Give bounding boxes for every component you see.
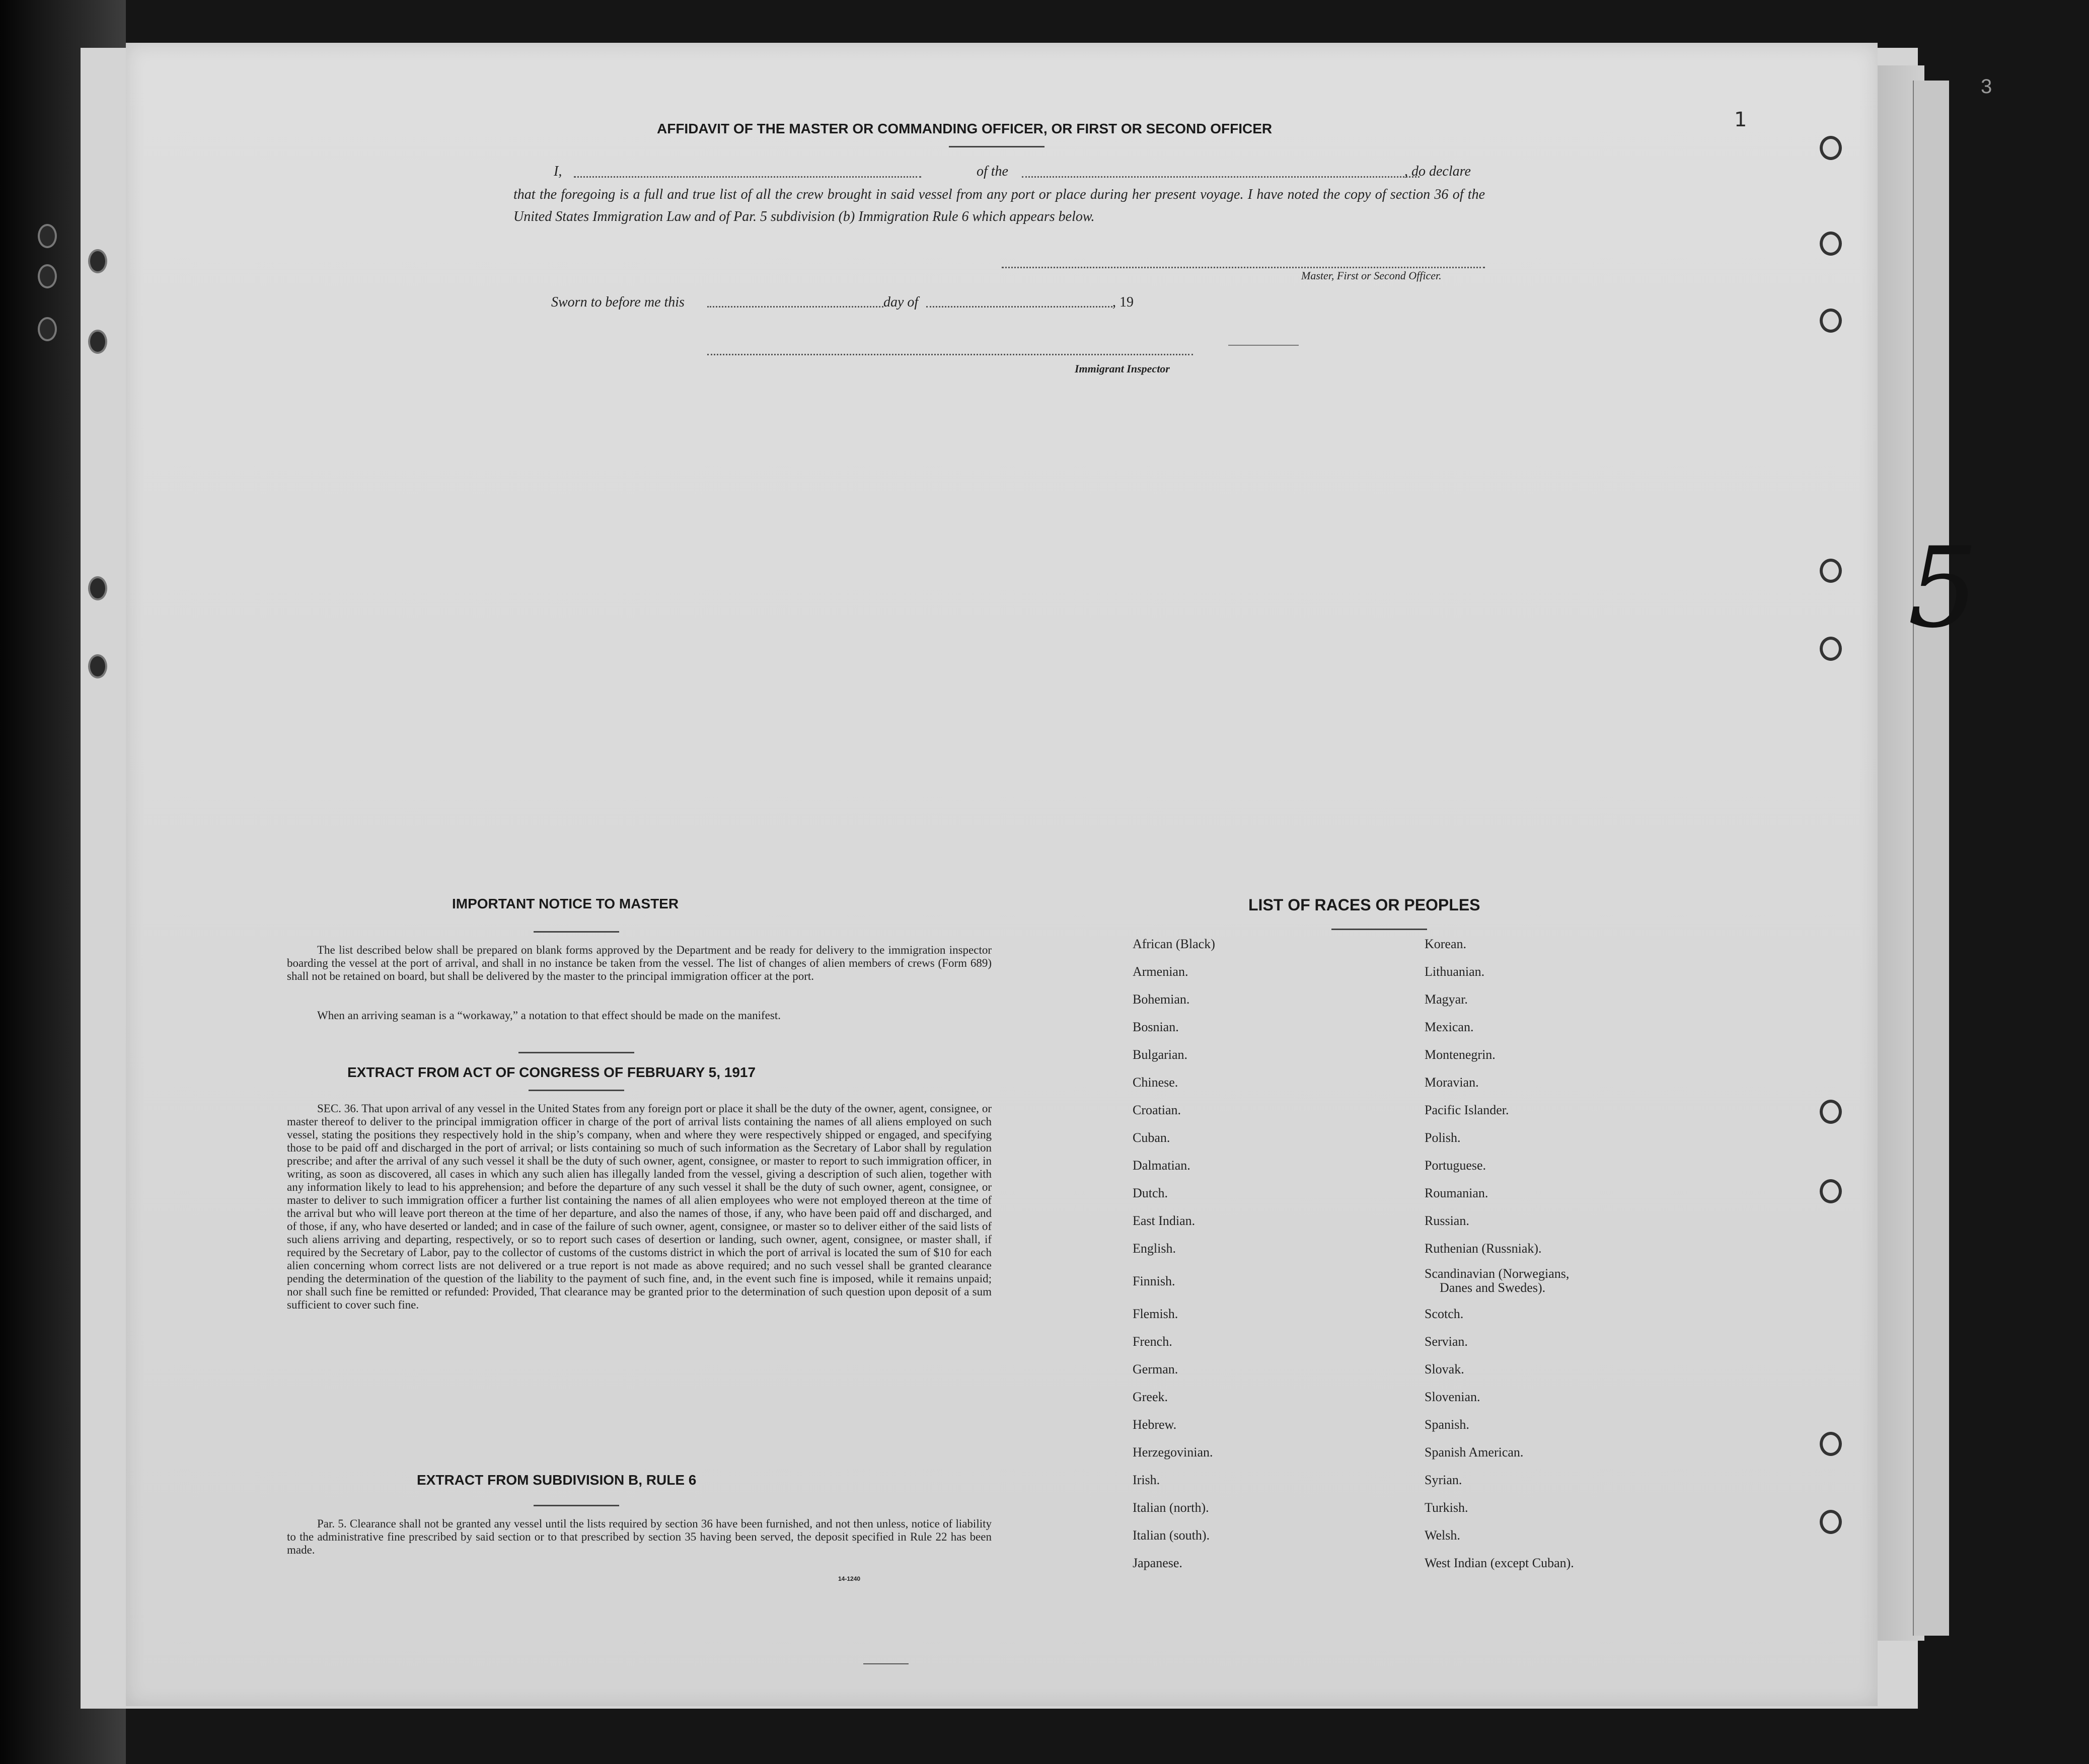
binder-hole [38, 224, 57, 248]
binder-hole [88, 330, 107, 354]
race-right: Ruthenian (Russniak). [1425, 1241, 1542, 1256]
race-right: Turkish. [1425, 1500, 1468, 1515]
binder-hole [1820, 232, 1842, 256]
races-title: LIST OF RACES OR PEOPLES [1248, 896, 1480, 914]
race-left: Bohemian. [1133, 992, 1190, 1007]
race-left: Finnish. [1133, 1274, 1175, 1288]
binder-hole [88, 249, 107, 273]
race-right: Servian. [1425, 1334, 1468, 1349]
binder-hole [88, 576, 107, 600]
rule-title: EXTRACT FROM SUBDIVISION B, RULE 6 [417, 1472, 697, 1488]
races-underline [1331, 929, 1427, 930]
signature-blank[interactable] [1002, 267, 1485, 268]
affidavit-i-label: I, [554, 164, 562, 179]
affidavit-body: that the foregoing is a full and true list of all the crew brought in said vessel from any port or place during her present voyage. I have noted the copy of section 36 of the United States Immigration Law and of Par. 5 subdivision (b) Immigration Rule 6 which appears below. [513, 187, 1485, 224]
race-right: Scotch. [1425, 1307, 1464, 1321]
race-left: English. [1133, 1241, 1176, 1256]
binder-hole [38, 317, 57, 341]
binder-hole [1820, 1432, 1842, 1456]
binder-hole [1820, 136, 1842, 160]
race-left: Greek. [1133, 1390, 1168, 1404]
race-right: Mexican. [1425, 1020, 1474, 1034]
binder-stack-edge-outer [1913, 81, 1949, 1636]
race-right: Scandinavian (Norwegians, [1425, 1266, 1570, 1281]
act-title: EXTRACT FROM ACT OF CONGRESS OF FEBRUARY 5, 1917 [347, 1064, 756, 1080]
binder-hole [38, 264, 57, 288]
race-right: Pacific Islander. [1425, 1103, 1509, 1117]
affidavit-declare-label: , do declare [1404, 164, 1471, 179]
binder-hole [1820, 1510, 1842, 1534]
handwritten-5: 5 [1908, 523, 1978, 652]
vessel-blank[interactable] [1022, 176, 1420, 178]
binder-hole [88, 654, 107, 678]
race-right: Spanish. [1425, 1417, 1469, 1432]
race-right: Slovak. [1425, 1362, 1464, 1376]
race-right: Polish. [1425, 1130, 1461, 1145]
act-underline [529, 1090, 624, 1091]
race-left: African (Black) [1133, 937, 1215, 951]
stray-rule [1228, 345, 1299, 346]
notice-underline [534, 931, 619, 933]
binder-hole [1820, 559, 1842, 583]
race-left: Italian (north). [1133, 1500, 1209, 1515]
race-left: Japanese. [1133, 1556, 1182, 1570]
sworn-year: , 19 [1112, 294, 1134, 310]
race-left: Dalmatian. [1133, 1158, 1190, 1173]
form-number: 14-1240 [838, 1575, 861, 1582]
sworn-month-blank[interactable] [926, 306, 1112, 308]
affidavit-title: AFFIDAVIT OF THE MASTER OR COMMANDING OFFICER, OR FIRST OR SECOND OFFICER [657, 121, 1273, 136]
race-left: German. [1133, 1362, 1178, 1376]
race-left: Irish. [1133, 1473, 1160, 1487]
race-right: Magyar. [1425, 992, 1468, 1007]
race-right: Russian. [1425, 1213, 1469, 1228]
binder-hole [1820, 637, 1842, 661]
race-right: Roumanian. [1425, 1186, 1488, 1200]
race-right: Montenegrin. [1425, 1047, 1496, 1062]
stray-rule [863, 1663, 909, 1664]
corner-page-number: 3 [1981, 75, 1992, 98]
race-right: West Indian (except Cuban). [1425, 1556, 1574, 1570]
rule-par-5-text: Par. 5. Clearance shall not be granted any vessel until the lists required by section 36 have been furnished, and not then unless, notice of liability to the administrative fine prescribed by said section or to that prescribed by section 35 having been served, the deposit specified in Rule 22 has been made. [287, 1517, 992, 1556]
race-right: Moravian. [1425, 1075, 1479, 1090]
race-left: Hebrew. [1133, 1417, 1177, 1432]
race-right: Portuguese. [1425, 1158, 1486, 1173]
notice-para-2: When an arriving seaman is a “workaway,” a notation to that effect should be made on the manifest. [317, 1009, 781, 1022]
race-left: Flemish. [1133, 1307, 1178, 1321]
race-right: Spanish American. [1425, 1445, 1524, 1460]
sworn-day-blank[interactable] [707, 306, 883, 308]
binder-hole [1820, 1100, 1842, 1124]
race-left: Chinese. [1133, 1075, 1178, 1090]
manifest-page [126, 43, 1878, 1706]
act-rule-top [518, 1052, 634, 1053]
act-section-36-text: SEC. 36. That upon arrival of any vessel in the United States from any foreign port or place it shall be the duty of the owner, agent, consignee, or master thereof to deliver to the principal immigration officer in charge of the port of arrival lists containing the names of all aliens employed on such vessel, stating the positions they respectively hold in the ship’s company, when and where they were respectively shipped or engaged, and specifying those to be paid off and discharged in the port of arrival; or lists containing so much of such information as the Secretary of Labor shall by regulation prescribe; and after the arrival of any such vessel it shall be the duty of such owner, agent, consignee, or master to report to such immigration officer, in writing, as soon as discovered, all cases in which any such alien has illegally landed from the vessel, giving a description of such alien, together with any information likely to lead to his apprehension; and before the departure of any such vessel it shall be the duty of such owner, agent, consignee, or master to deliver to such immigration officer a further list containing the names of all alien employees who were not employed thereon at the time of the arrival but who will leave port thereon at the time of her departure, and also the names of those, if any, who have been paid off and discharged, and of those, if any, who have deserted or landed; and in case of the failure of such owner, agent, consignee, or master so to deliver either of the said lists of such aliens arriving and departing, respectively, or so to report such cases of desertion or landing, such owner, agent, consignee, or master shall, if required by the Secretary of Labor, pay to the collector of customs of the customs district in which the port of arrival is located the sum of $10 for each alien concerning whom correct lists are not delivered or a true report is not made as above required; and no such vessel shall be granted clearance pending the determination of the question of the liability to the payment of such fine, and, in the event such fine is imposed, while it remains unpaid; nor shall such fine be remitted or refunded: Provided, That clearance may be granted prior to the determination of such question upon deposit of a sum sufficient to cover such fine. [287, 1102, 992, 1311]
race-left: Bosnian. [1133, 1020, 1179, 1034]
race-right: Syrian. [1425, 1473, 1462, 1487]
race-right: Korean. [1425, 937, 1467, 951]
notice-title: IMPORTANT NOTICE TO MASTER [452, 896, 679, 911]
name-blank[interactable] [574, 176, 921, 178]
race-left: Bulgarian. [1133, 1047, 1188, 1062]
race-left: French. [1133, 1334, 1172, 1349]
affidavit-of-the-label: of the [977, 164, 1008, 179]
race-left: East Indian. [1133, 1213, 1196, 1228]
notice-para-1: The list described below shall be prepared on blank forms approved by the Department and be ready for delivery to the immigration inspector boarding the vessel at the port of arrival, and shall in no instance be taken from the vessel. The list of changes of alien members of crews (Form 689) shall not be retained on board, but shall be delivered by the master to the principal immigration officer at the port. [287, 944, 992, 982]
race-right: Slovenian. [1425, 1390, 1480, 1404]
inspector-blank[interactable] [707, 354, 1193, 355]
race-right: Danes and Swedes). [1440, 1280, 1546, 1295]
race-left: Herzegovinian. [1133, 1445, 1213, 1460]
race-left: Cuban. [1133, 1130, 1170, 1145]
binder-hole [1820, 1179, 1842, 1203]
race-right: Welsh. [1425, 1528, 1460, 1543]
race-left: Italian (south). [1133, 1528, 1210, 1543]
signature-label: Master, First or Second Officer. [1301, 269, 1442, 282]
race-right: Lithuanian. [1425, 964, 1485, 979]
handwritten-tick: 1 [1734, 108, 1747, 131]
race-left: Dutch. [1133, 1186, 1168, 1200]
binder-hole [1820, 309, 1842, 333]
rule-underline [534, 1505, 619, 1506]
race-left: Armenian. [1133, 964, 1188, 979]
sworn-day-of: day of [883, 294, 919, 310]
sworn-prefix: Sworn to before me this [551, 294, 685, 310]
title-underline [949, 146, 1044, 147]
race-left: Croatian. [1133, 1103, 1181, 1117]
inspector-label: Immigrant Inspector [1075, 362, 1170, 375]
